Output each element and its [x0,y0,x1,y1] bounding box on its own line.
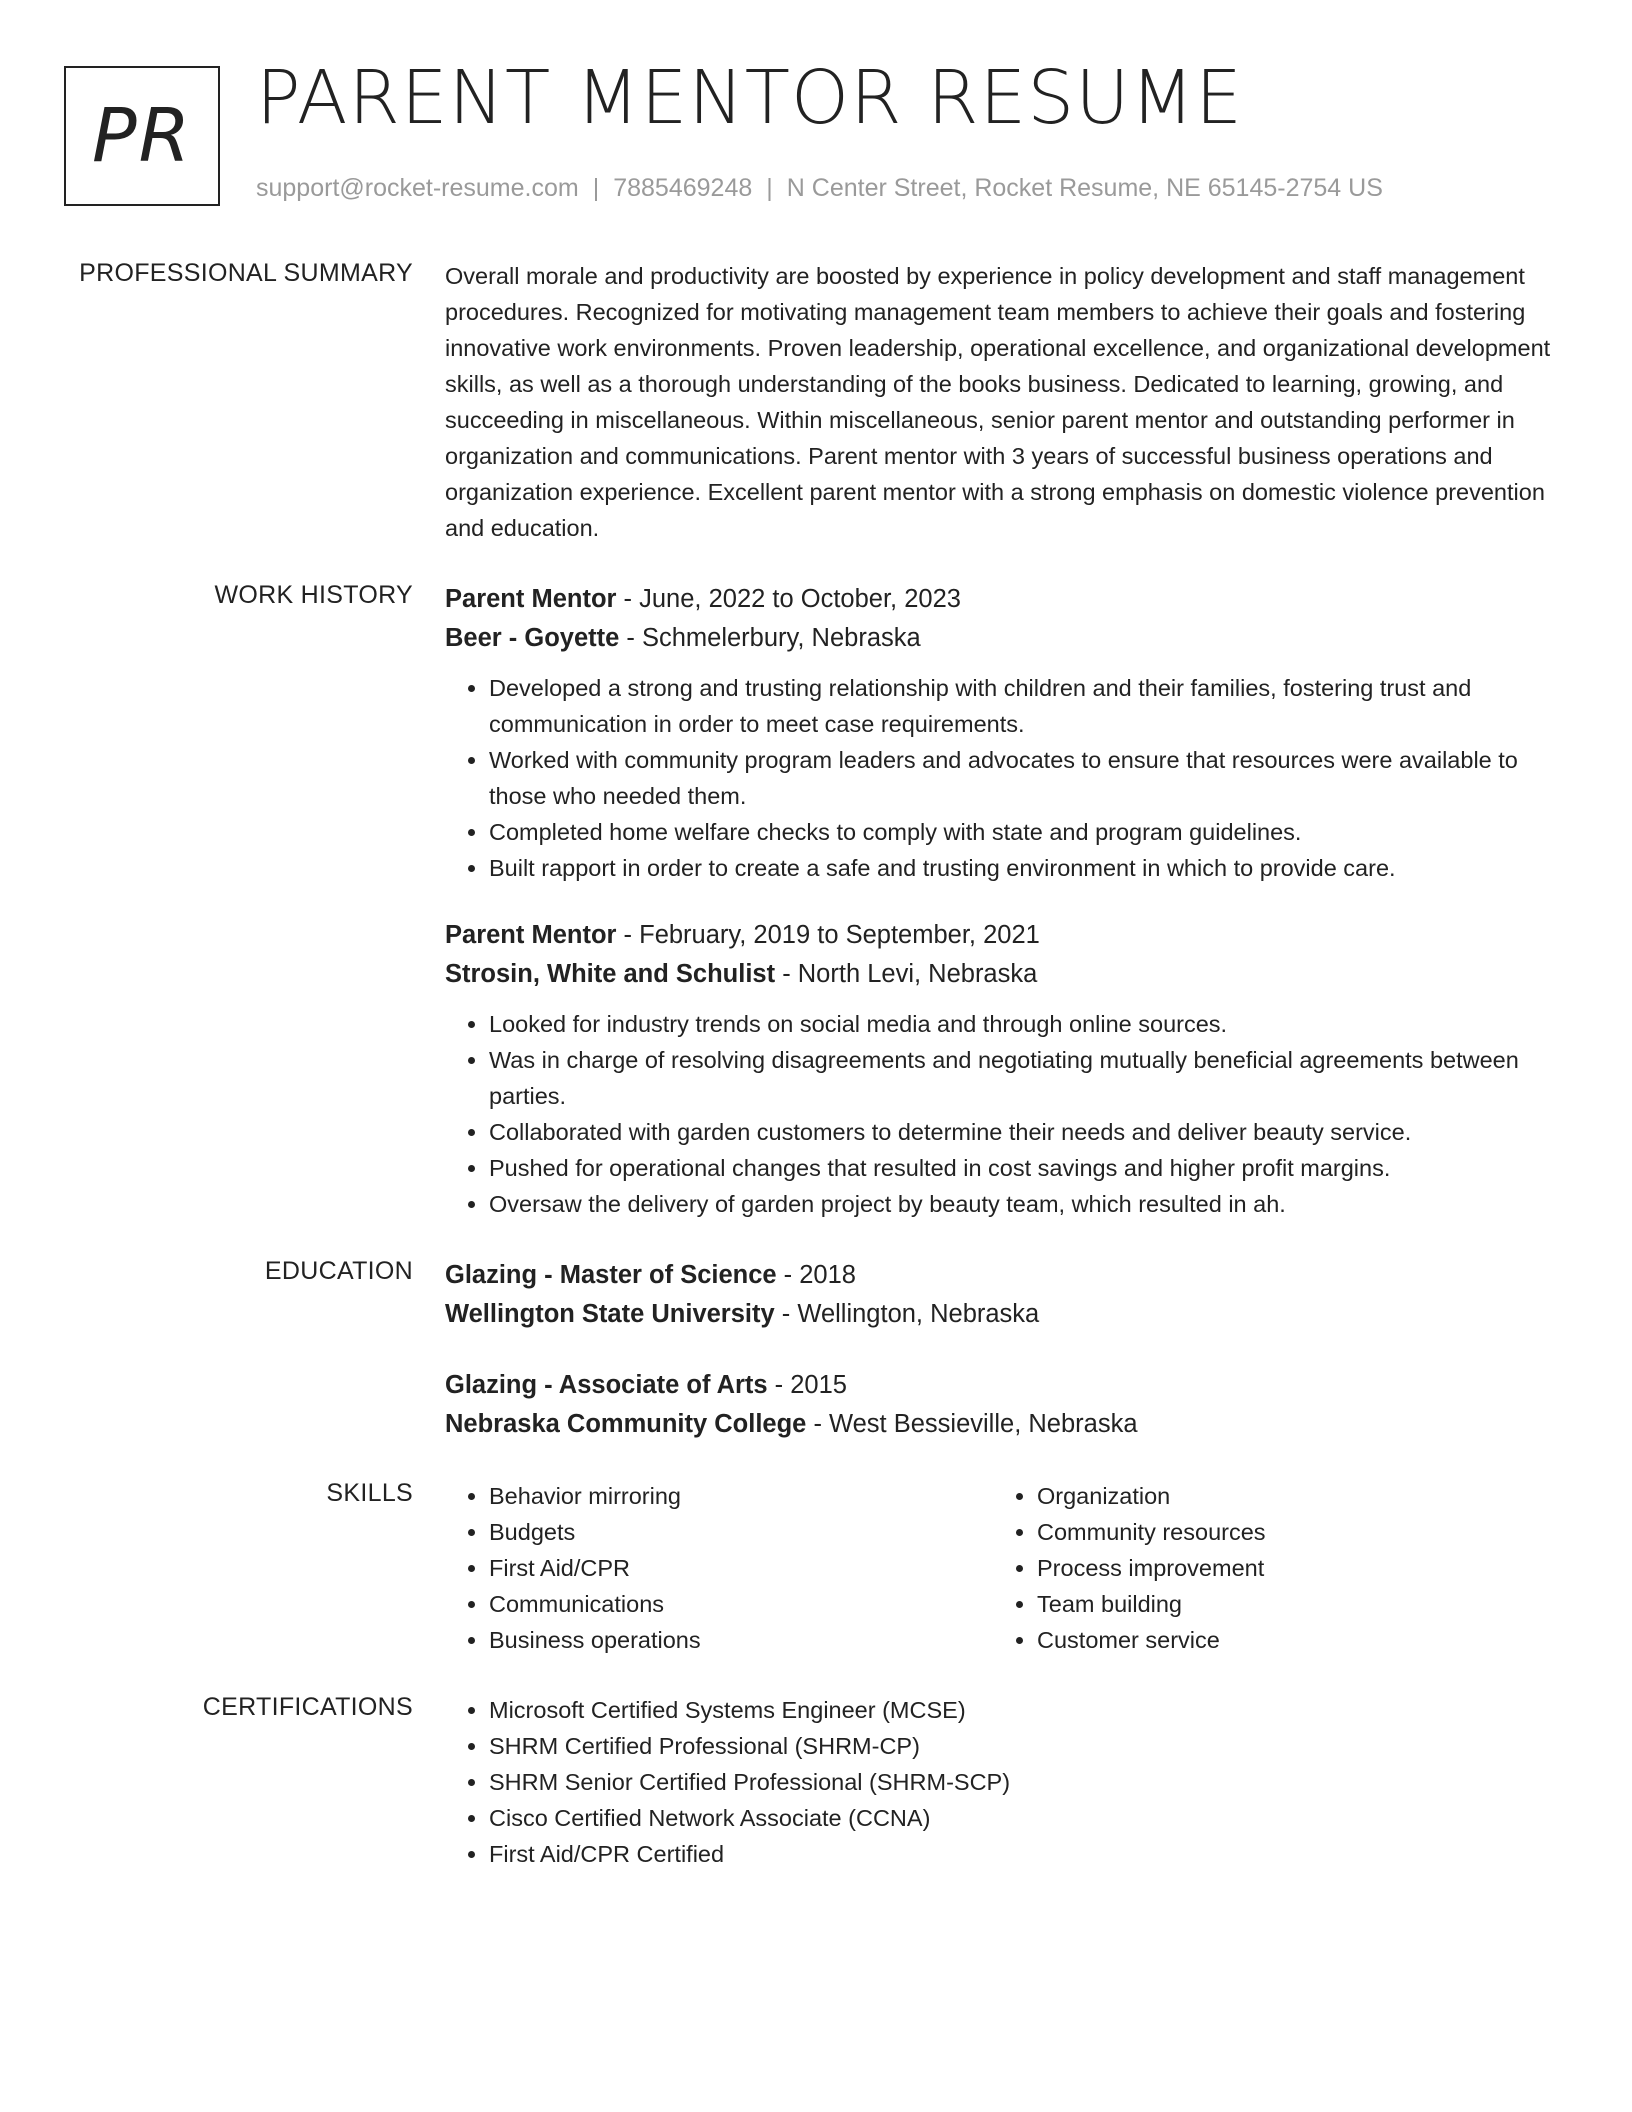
school: Wellington State University [445,1300,775,1328]
section-work-history [0,580,1632,1222]
job-entry [445,580,1565,886]
job-title-line [445,580,1565,619]
job-dates: - June, 2022 to October, 2023 [616,585,961,613]
list-item: • Behavior mirroring [489,1478,993,1514]
section-label: EDUCATION [264,1257,413,1285]
degree-year: - 2018 [776,1261,856,1289]
list-item: • First Aid/CPR Certified [489,1836,1565,1872]
skills-columns [445,1478,1565,1658]
job-company-line [445,955,1565,994]
school-location: - West Bessieville, Nebraska [806,1410,1138,1438]
job-title-line [445,916,1565,955]
section-education [0,1256,1632,1444]
education-entry [445,1256,1565,1334]
list-item: • Completed home welfare checks to comply with state and program guidelines. [489,814,1565,850]
job-company: Strosin, White and Schulist [445,960,776,988]
contact-address: N Center Street, Rocket Resume, NE 65145-2754 US [786,174,1383,202]
job-location: - North Levi, Nebraska [775,960,1038,988]
list-item: • SHRM Senior Certified Professional (SHRM-SCP) [489,1764,1565,1800]
job-entry [445,916,1565,1222]
skills-list-right [993,1478,1541,1658]
section-body [445,1692,1565,1872]
education-entry [445,1366,1565,1444]
list-item: • Cisco Certified Network Associate (CCNA) [489,1800,1565,1836]
list-item: • Team building [1037,1586,1541,1622]
degree-line [445,1366,1565,1405]
list-item: • Pushed for operational changes that resulted in cost savings and higher profit margins. [489,1150,1565,1186]
contact-separator: | [766,174,773,202]
section-body [445,258,1565,546]
section-label: CERTIFICATIONS [202,1693,413,1721]
section-label: PROFESSIONAL SUMMARY [79,259,413,287]
degree: Glazing - Master of Science [445,1261,777,1289]
job-title: Parent Mentor [445,921,617,949]
list-item: • First Aid/CPR [489,1550,993,1586]
section-body [445,1478,1565,1658]
list-item: • Looked for industry trends on social media and through online sources. [489,1006,1565,1042]
list-item: • Process improvement [1037,1550,1541,1586]
school-location: - Wellington, Nebraska [774,1300,1040,1328]
skills-list-left [445,1478,993,1658]
job-title: Parent Mentor [445,585,617,613]
section-body [445,580,1565,1222]
contact-line [256,174,1383,203]
degree-year: - 2015 [767,1371,847,1399]
degree-line [445,1256,1565,1295]
job-location: - Schmelerbury, Nebraska [619,624,921,652]
monogram-box [64,66,220,206]
school: Nebraska Community College [445,1410,807,1438]
job-bullets [445,670,1565,886]
list-item: • Business operations [489,1622,993,1658]
contact-phone[interactable]: 7885469248 [613,174,753,202]
section-professional-summary [0,258,1632,546]
list-item: • Customer service [1037,1622,1541,1658]
list-item: • Microsoft Certified Systems Engineer (MCSE) [489,1692,1565,1728]
list-item: • SHRM Certified Professional (SHRM-CP) [489,1728,1565,1764]
job-company: Beer - Goyette [445,624,620,652]
school-line [445,1405,1565,1444]
list-item: • Was in charge of resolving disagreements and negotiating mutually beneficial agreements between parties. [489,1042,1565,1114]
section-certifications [0,1692,1632,1872]
section-label: WORK HISTORY [214,581,413,609]
degree: Glazing - Associate of Arts [445,1371,768,1399]
list-item: • Community resources [1037,1514,1541,1550]
job-dates: - February, 2019 to September, 2021 [616,921,1040,949]
contact-email[interactable]: support@rocket-resume.com [256,174,579,202]
monogram-initials: PR [91,93,193,179]
job-company-line [445,619,1565,658]
list-item: • Built rapport in order to create a safe and trusting environment in which to provide care. [489,850,1565,886]
list-item: • Developed a strong and trusting relationship with children and their families, fostering trust and communication in order to meet case requirements. [489,670,1565,742]
section-skills [0,1478,1632,1658]
job-bullets [445,1006,1565,1222]
contact-separator: | [592,174,600,202]
list-item: • Oversaw the delivery of garden project by beauty team, which resulted in ah. [489,1186,1565,1222]
list-item: • Organization [1037,1478,1541,1514]
list-item: • Worked with community program leaders and advocates to ensure that resources were available to those who needed them. [489,742,1565,814]
certifications-list [445,1692,1565,1872]
list-item: • Budgets [489,1514,993,1550]
school-line [445,1295,1565,1334]
list-item: • Collaborated with garden customers to determine their needs and deliver beauty service. [489,1114,1565,1150]
section-body [445,1256,1565,1444]
summary-text: Overall morale and productivity are boosted by experience in policy development and staff management procedures. Recognized for motivating management team members to achieve their goals and fostering innovative work environments. Proven leadership, operational excellence, and organizational development skills, as well as a thorough understanding of the books business. Dedicated to learning, growing, and succeeding in miscellaneous. Within miscellaneous, senior parent mentor and outstanding performer in organization and communications. Parent mentor with 3 years of successful business operations and organization experience. Excellent parent mentor with a strong emphasis on domestic violence prevention and education. [445,263,1551,541]
section-label: SKILLS [326,1479,413,1507]
resume-sections [0,258,1632,1906]
resume-title: PARENT MENTOR RESUME [256,55,1244,141]
list-item: • Communications [489,1586,993,1622]
